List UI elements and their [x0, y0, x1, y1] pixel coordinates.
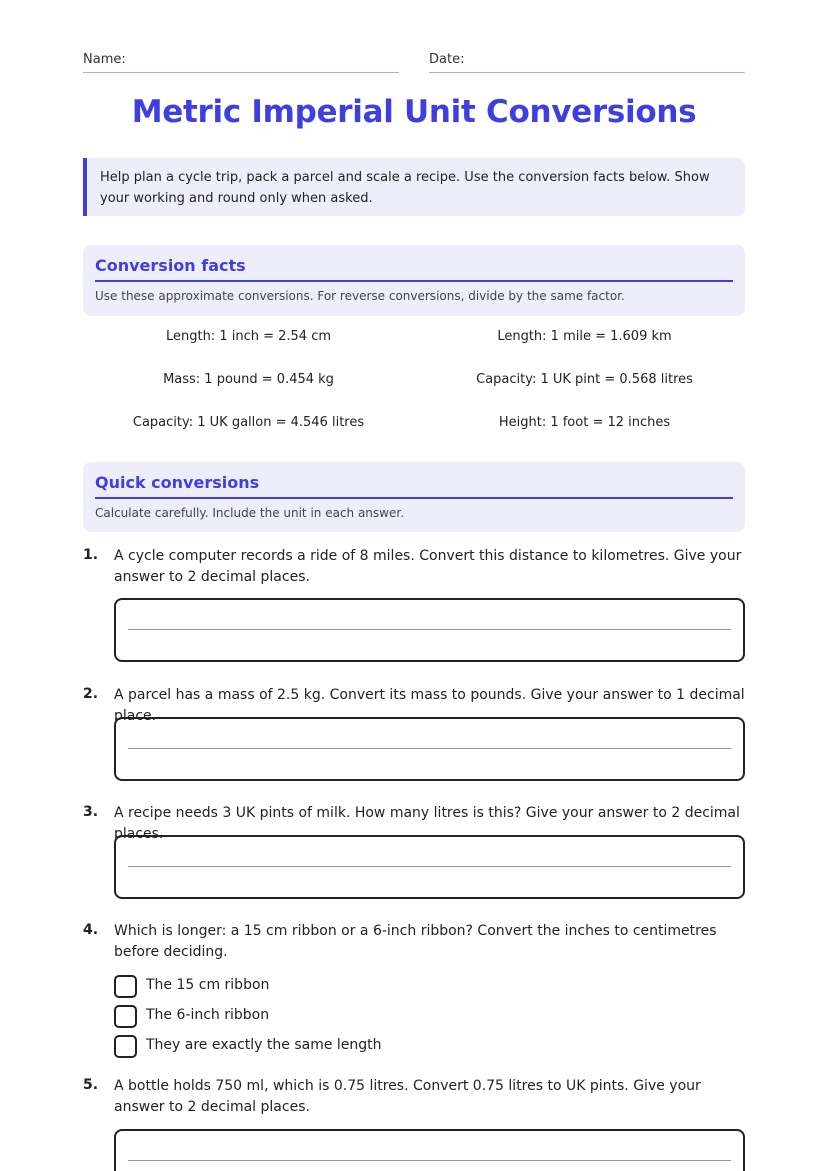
answer-box[interactable] — [114, 835, 745, 899]
question-number: 2. — [83, 686, 99, 702]
question-text: A bottle holds 750 ml, which is 0.75 litres. Convert 0.75 litres to UK pints. Give your answer to 2 decimal places. — [114, 1078, 701, 1115]
question-number: 3. — [83, 804, 99, 820]
checkbox[interactable] — [114, 975, 137, 998]
page-title: Metric Imperial Unit Conversions — [131, 94, 697, 130]
quick-conversions-section — [83, 462, 745, 532]
fact-item: Capacity: 1 UK gallon = 4.546 litres — [132, 415, 365, 430]
question-text: A parcel has a mass of 2.5 kg. Convert its mass to pounds. Give your answer to 1 decimal place. — [114, 687, 745, 724]
question-text: A recipe needs 3 UK pints of milk. How many litres is this? Give your answer to 2 decimal places. — [114, 805, 740, 842]
header-fields — [83, 52, 745, 74]
question-number: 5. — [83, 1077, 99, 1093]
quick-conversions-subtitle: Calculate carefully. Include the unit in each answer. — [95, 506, 405, 520]
answer-line — [128, 629, 731, 630]
answer-line — [128, 1160, 731, 1161]
question-text: Which is longer: a 15 cm ribbon or a 6-inch ribbon? Convert the inches to centimetres before deciding. — [114, 923, 717, 960]
option-label: The 15 cm ribbon — [146, 977, 270, 993]
conversion-facts-title: Conversion facts — [95, 245, 733, 282]
option-label: The 6-inch ribbon — [146, 1007, 270, 1023]
fact-item: Height: 1 foot = 12 inches — [498, 415, 671, 430]
question-number: 4. — [83, 922, 99, 938]
name-label: Name: — [83, 52, 126, 67]
fact-item: Mass: 1 pound = 0.454 kg — [163, 372, 334, 387]
checkbox[interactable] — [114, 1005, 137, 1028]
date-field[interactable] — [429, 52, 745, 73]
option-label: They are exactly the same length — [146, 1037, 382, 1053]
question-number: 1. — [83, 547, 99, 563]
fact-item: Length: 1 inch = 2.54 cm — [165, 329, 332, 344]
fact-item: Length: 1 mile = 1.609 km — [497, 329, 672, 344]
answer-box[interactable] — [114, 598, 745, 662]
conversion-facts-subtitle: Use these approximate conversions. For reverse conversions, divide by the same factor. — [95, 289, 625, 303]
answer-box[interactable] — [114, 717, 745, 781]
question-text: A cycle computer records a ride of 8 miles. Convert this distance to kilometres. Give your answer to 2 decimal places. — [114, 548, 742, 585]
conversion-facts-section — [83, 245, 745, 316]
name-field[interactable] — [83, 52, 399, 73]
checkbox[interactable] — [114, 1035, 137, 1058]
fact-item: Capacity: 1 UK pint = 0.568 litres — [476, 372, 693, 387]
date-label: Date: — [429, 52, 465, 67]
answer-box[interactable] — [114, 1129, 745, 1171]
answer-line — [128, 748, 731, 749]
quick-conversions-title: Quick conversions — [95, 462, 733, 499]
intro-callout: Help plan a cycle trip, pack a parcel and scale a recipe. Use the conversion facts below. Show your working and round only when asked. — [83, 158, 745, 216]
answer-line — [128, 866, 731, 867]
